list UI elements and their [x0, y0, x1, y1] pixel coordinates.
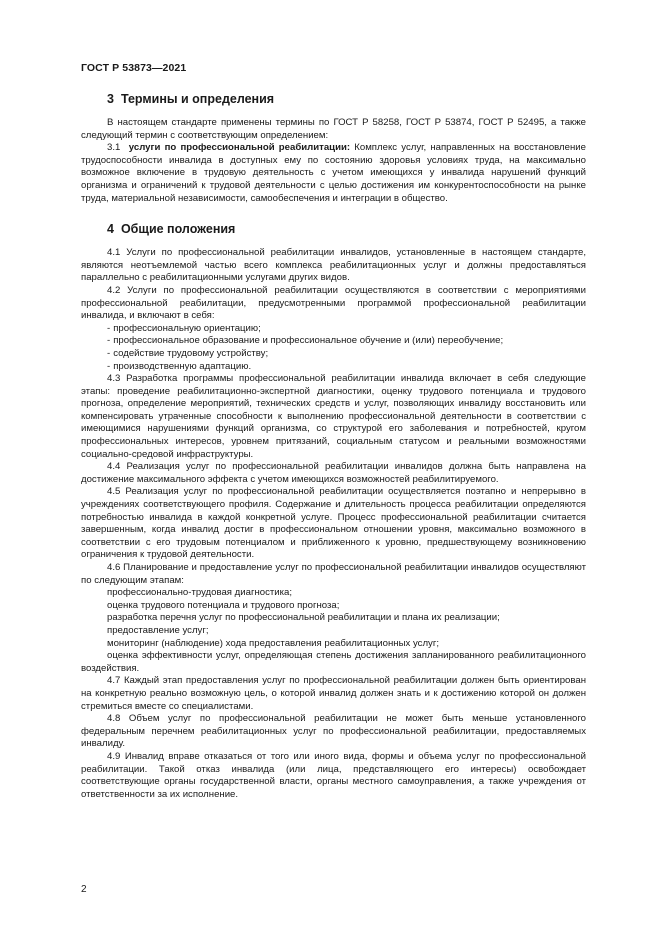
step-item: оценка эффективности услуг, определяющая степень достижения запланированного реабилитационного воздействия.	[81, 650, 586, 674]
paragraph-4-3: 4.3 Разработка программы профессиональной реабилитации инвалида включает в себя следующие этапы: проведение реабилитационно-экспертной диагностики, оценку трудового потенциала и трудового прогноза, определение мероприятий, технических средств и услуг, позволяющих инвалиду восстановить или компенсировать утраченные способности к выполнению профессиональной деятельности в соответствии с имеющимися нарушениями функций организма, со структурой его заболевания и потребностей, кругом профессиональных интересов, уровнем притязаний, социальным статусом и реальными возможностями социально-средовой инфраструктуры.	[81, 373, 586, 460]
list-item: - содействие трудовому устройству;	[107, 347, 269, 359]
step-item: разработка перечня услуг по профессиональной реабилитации и плана их реализации;	[107, 612, 500, 624]
document-header: ГОСТ Р 53873—2021	[81, 62, 187, 74]
step-item: предоставление услуг;	[107, 624, 209, 636]
step-item: оценка трудового потенциала и трудового прогноза;	[107, 599, 340, 611]
list-item: - профессиональное образование и профессиональное обучение и (или) переобучение;	[107, 335, 504, 347]
section-title: Термины и определения	[120, 92, 275, 106]
section-title: Общие положения	[120, 222, 236, 237]
term-number: 3.1	[107, 142, 121, 154]
paragraph-3-intro: В настоящем стандарте применены термины по ГОСТ Р 58258, ГОСТ Р 53874, ГОСТ Р 52495, а также следующий термин с соответствующим определением:	[81, 117, 586, 141]
paragraph-4-9: 4.9 Инвалид вправе отказаться от того или иного вида, формы и объема услуг по профессиональной реабилитации. Такой отказ инвалида (или лица, представляющего его интересы) освобождает соответствующие органы государственной власти, органы местного самоуправления, а также учреждения от ответственности за их исполнение.	[81, 750, 586, 800]
term-name: услуги по профессиональной реабилитации:	[128, 142, 351, 154]
page-number: 2	[81, 884, 87, 895]
section-number: 4	[107, 222, 114, 237]
term-definition: Комплекс услуг, направленных на восстановление трудоспособности инвалида в доступных ему по состоянию здоровья условиях труда, на максимально возможное включение в трудовую деятельность с учетом имеющихся у инвалида нарушений функций организма и ограничений к трудовой деятельности с целью достижения им конкурентоспособности на рынке труда, материальной независимости, самообеспечения и интеграции в общество.	[81, 142, 586, 204]
paragraph-3-1	[81, 142, 586, 205]
step-item: мониторинг (наблюдение) хода предоставления реабилитационных услуг;	[107, 637, 440, 649]
paragraph-4-8: 4.8 Объем услуг по профессиональной реабилитации не может быть меньше установленного федеральным перечнем реабилитационных услуг по профессиональной реабилитации, предоставляемых инвалиду.	[81, 713, 586, 750]
list-item: - производственную адаптацию.	[107, 360, 252, 372]
section-number: 3	[107, 92, 114, 106]
paragraph-4-7: 4.7 Каждый этап предоставления услуг по профессиональной реабилитации должен быть ориентирован на конкретную реально возможную цель, о которой инвалид должен знать и к достижению которой он должен стремиться вместе со специалистами.	[81, 675, 586, 712]
list-item: - профессиональную ориентацию;	[107, 322, 261, 334]
paragraph-4-2: 4.2 Услуги по профессиональной реабилитации осуществляются в соответствии с мероприятиями профессиональной реабилитации, предусмотренными программой профессиональной реабилитации инвалида, и включают в себя:	[81, 284, 586, 322]
step-item: профессионально-трудовая диагностика;	[107, 587, 293, 599]
section-3-heading	[81, 91, 586, 107]
document-body	[81, 91, 586, 801]
paragraph-4-5: 4.5 Реализация услуг по профессиональной реабилитации осуществляется поэтапно и непрерывно в учреждениях соответствующего профиля. Содержание и длительность процесса реабилитации определяются потребностью инвалида в каждой конкретной услуге. Процесс профессиональной реабилитации считается завершенным, когда инвалид достиг в профессиональном отношении уровня, максимально возможного в соответствии с его трудовым потенциалом и приближенного к уровню, предшествующему возникновению ограничения к трудовой деятельности.	[81, 486, 586, 561]
paragraph-4-1: 4.1 Услуги по профессиональной реабилитации инвалидов, установленные в настоящем стандарте, являются неотъемлемой частью всего комплекса реабилитационных услуг и должны предоставляться параллельно с реабилитационными услугами других видов.	[81, 247, 586, 284]
paragraph-4-6: 4.6 Планирование и предоставление услуг по профессиональной реабилитации инвалидов осуществляют по следующим этапам:	[81, 562, 586, 586]
section-4-heading	[81, 221, 586, 237]
paragraph-4-4: 4.4 Реализация услуг по профессиональной реабилитации инвалидов должна быть направлена на достижение максимального эффекта с учетом имеющихся возможностей реабилитируемого.	[81, 461, 586, 485]
